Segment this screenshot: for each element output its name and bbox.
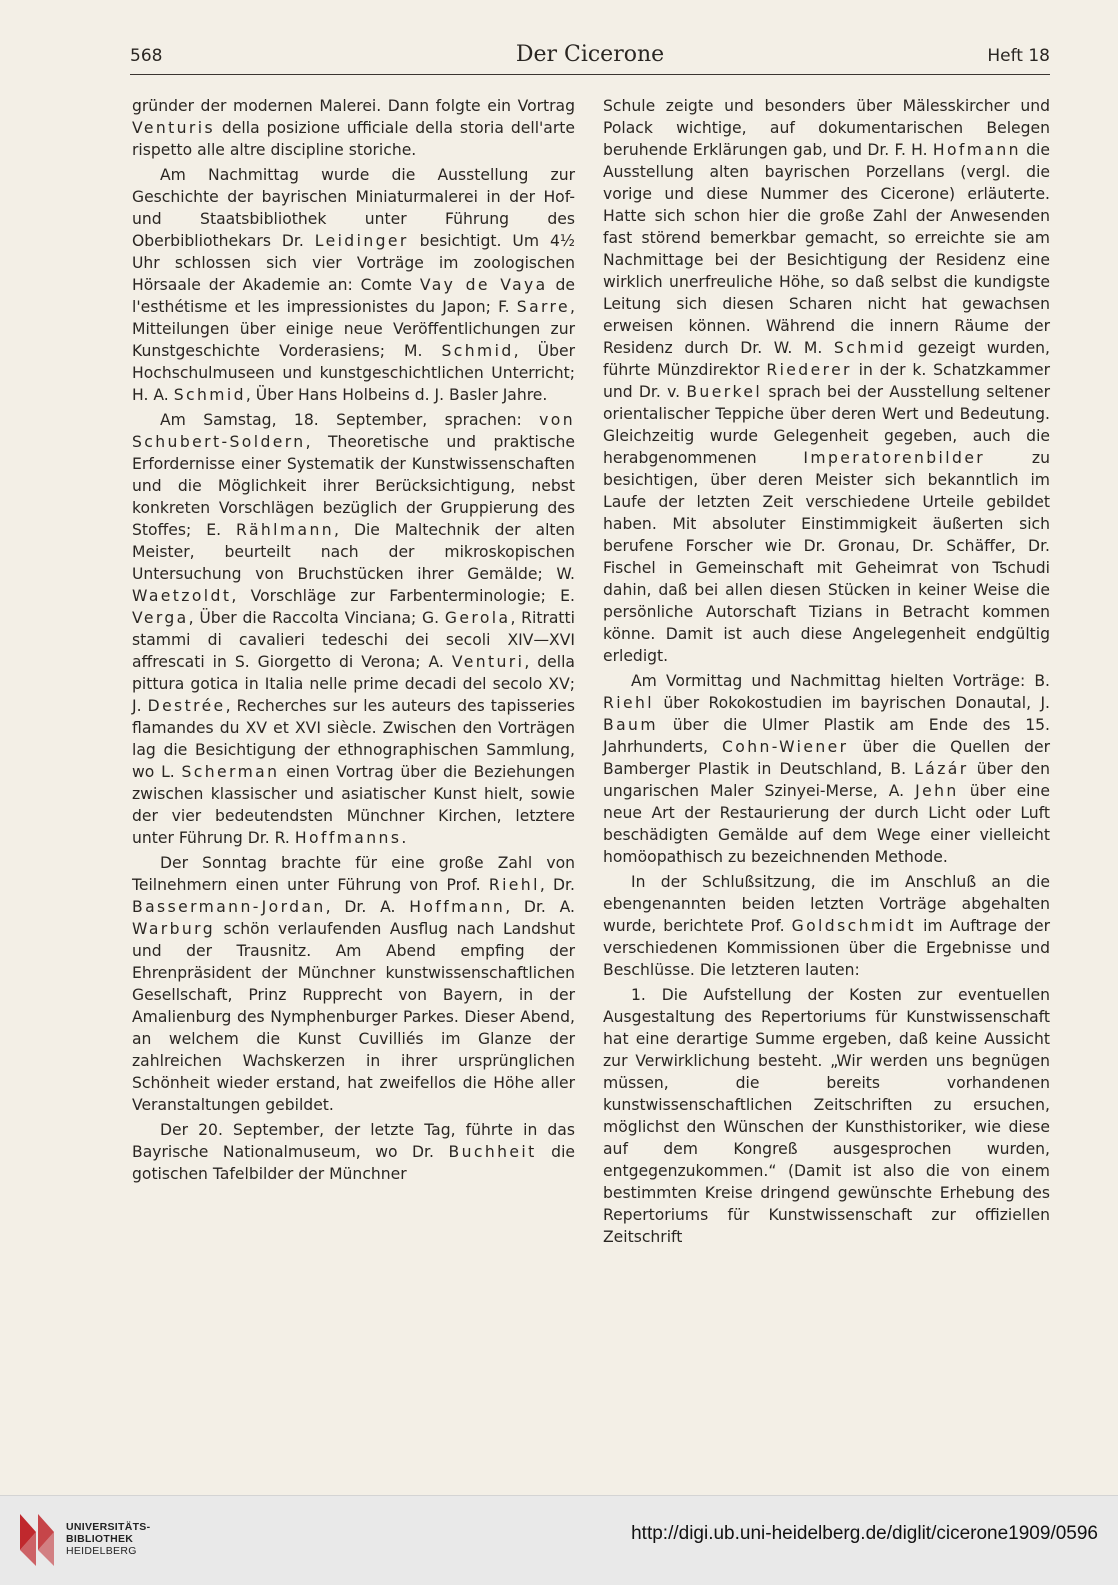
emphasized-name: Hoffmann xyxy=(409,898,506,916)
text-run: gründer der modernen Malerei. Dann folgte ein Vortrag xyxy=(132,97,575,115)
emphasized-name: Bassermann-Jordan xyxy=(132,898,326,916)
emphasized-name: Schmid xyxy=(833,339,907,357)
text-run: , Ritratti stammi di cavalieri tedeschi dei secoli XIV—XVI affrescati in S. Giorgetto di Verona; A. xyxy=(132,609,575,671)
library-name xyxy=(66,1521,150,1557)
text-run: über Rokokostudien im bayrischen Donautal, J. xyxy=(653,694,1050,712)
emphasized-name: Riehl xyxy=(488,876,540,894)
text-run: sprach bei der Ausstellung seltener orientalischer Teppiche über deren Wert und Bedeutung. Gleichzeitig wurde Gelegenheit gegeben, auch die herabgenommenen xyxy=(603,383,1051,467)
text-run: über die Ulmer Plastik am Ende des 15. Jahrhunderts, xyxy=(603,716,1050,756)
emphasized-name: Buchheit xyxy=(448,1143,537,1161)
text-run: die Ausstellung alten bayrischen Porzellans (vergl. die vorige und diese Nummer des Cicerone) erläuterte. Hatte sich schon hier die große Zahl der Anwesenden fast störend bemerkbar gemacht, so erreichte sie am Nachmittage bei der Besichtigung der Residenz eine wirklich unerfreuliche Höhe, so daß selbst die kundigste Leitung sich diesen Scharen nicht hat gewachsen erweisen können. Während die innern Räume der Residenz durch Dr. W. M. xyxy=(603,141,1050,357)
paragraph xyxy=(132,164,575,406)
emphasized-name: Jehn xyxy=(915,782,959,800)
emphasized-name: Waetzoldt xyxy=(132,587,232,605)
text-run: , Vorschläge zur Farbenterminologie; E. xyxy=(231,587,575,605)
emphasized-name: Imperatorenbilder xyxy=(803,449,986,467)
paragraph xyxy=(132,95,575,161)
journal-title: Der Cicerone xyxy=(515,42,665,67)
paragraph xyxy=(132,409,575,849)
page-header xyxy=(130,40,1050,75)
text-run: 1. Die Aufstellung der Kosten zur eventuellen Ausgestaltung des Repertoriums für Kunstwissenschaft hat eine derartige Summe ergeben, daß keine Aussicht zur Verwirklichung besteht. „Wir werden uns begnügen müssen, die bereits vorhandenen kunstwissenschaftlichen Zeitschriften zu ersuchen, möglichst den Wünschen der Kunsthistoriker, wie diese auf dem Kongreß ausgesprochen wurden, entgegenzukommen.“ (Damit ist also die von einem bestimmten Kreise dringend gewünschte Erhebung des Repertoriums für Kunstwissenschaft zur offiziellen Zeitschrift xyxy=(603,986,1050,1246)
paragraph xyxy=(132,852,575,1116)
text-run: , Theoretische und praktische Erfordernisse einer Systematik der Kunstwissenschaften und die Möglichkeit ihrer Berücksichtigung, nebst konkreten Vorschlägen bezüglich der Gruppierung des Stoffes; E. xyxy=(132,433,575,539)
emphasized-name: von Schubert-Soldern xyxy=(132,411,575,451)
text-run: Der Sonntag brachte für eine große Zahl von Teilnehmern einen unter Führung von Prof. xyxy=(132,854,575,894)
library-logo-icon xyxy=(14,1508,64,1570)
footer-bar xyxy=(0,1495,1118,1585)
emphasized-name: Scherman xyxy=(181,763,280,781)
page-number: 568 xyxy=(130,46,163,66)
emphasized-name: Cohn-Wiener xyxy=(721,738,849,756)
text-run: einen Vortrag über die Beziehungen zwischen klassischer und asiatischer Kunst hielt, sowie der vier bedeutendsten Münchner Kirchen, letztere unter Führung Dr. R. xyxy=(132,763,576,847)
emphasized-name: Riederer xyxy=(766,361,852,379)
paragraph xyxy=(603,670,1050,868)
text-run: , Recherches sur les auteurs des tapisseries flamandes du XV et XVI siècle. Zwischen den Vorträgen lag die Besichtigung der ethnographischen Sammlung, wo L. xyxy=(132,697,575,781)
emphasized-name: Baum xyxy=(603,716,658,734)
text-run: im Auftrage der verschiedenen Kommissionen über die Ergebnisse und Beschlüsse. Die letzteren lauten: xyxy=(603,917,1050,979)
library-name-line3: HEIDELBERG xyxy=(66,1545,137,1557)
text-run: gezeigt wurden, führte Münzdirektor xyxy=(603,339,1050,379)
emphasized-name: Lázár xyxy=(914,760,969,778)
emphasized-name: Schmid xyxy=(173,386,246,404)
text-run: über den ungarischen Maler Szinyei-Merse, A. xyxy=(603,760,1050,800)
paragraph xyxy=(603,95,1050,667)
text-run: , Die Maltechnik der alten Meister, beurteilt nach der mikroskopischen Untersuchung von Bruchstücken ihrer Gemälde; W. xyxy=(132,521,575,583)
emphasized-name: Schmid xyxy=(441,342,514,360)
paragraph xyxy=(132,1119,575,1185)
emphasized-name: Venturis xyxy=(132,119,215,137)
text-run: , Mitteilungen über einige neue Veröffentlichungen zur Kunstgeschichte Vorderasiens; M. xyxy=(132,298,575,360)
text-run: in der k. Schatzkammer und Dr. v. xyxy=(603,361,1051,401)
text-run: , Dr. A. xyxy=(505,898,575,916)
emphasized-name: Hoffmanns xyxy=(294,829,402,847)
text-run: Der 20. September, der letzte Tag, führte in das Bayrische Nationalmuseum, wo Dr. xyxy=(132,1121,575,1161)
right-column xyxy=(603,95,1050,1248)
text-run: Am Vormittag und Nachmittag hielten Vorträge: B. xyxy=(631,672,1050,690)
text-run: , Über Hochschulmuseen und kunstgeschichtlichen Unterricht; H. A. xyxy=(132,342,575,404)
emphasized-name: Destrée xyxy=(147,697,226,715)
emphasized-name: Buerkel xyxy=(686,383,763,401)
text-run: schön verlaufenden Ausflug nach Landshut und der Trausnitz. Am Abend empfing der Ehrenpräsident der Münchner kunstwissenschaftlichen Gesellschaft, Prinz Rupprecht von Bayern, in der Amalienburg des Nymphenburger Parkes. Dieser Abend, an welchem die Kunst Cuvilliés im Glanze der zahlreichen Wachskerzen in ihrer ursprünglichen Schönheit wieder erstand, hat zweifellos die Höhe aller Veranstaltungen gebildet. xyxy=(132,920,575,1114)
text-run: über eine neue Art der Restaurierung der durch Licht oder Luft beschädigten Gemälde auf dem Wege einer vielleicht homöopathisch zu bezeichnenden Methode. xyxy=(603,782,1050,866)
text-run: . xyxy=(401,829,407,847)
paragraph xyxy=(603,984,1050,1248)
emphasized-name: Gerola xyxy=(444,609,511,627)
source-url-link[interactable]: http://digi.ub.uni-heidelberg.de/diglit/cicerone1909/0596 xyxy=(631,1523,1098,1544)
text-run: die gotischen Tafelbilder der Münchner xyxy=(132,1143,575,1183)
emphasized-name: Goldschmidt xyxy=(791,917,916,935)
text-run: , Dr. A. xyxy=(325,898,410,916)
text-run: , della pittura gotica in Italia nelle prime decadi del secolo XV; J. xyxy=(132,653,575,715)
text-run: Schule zeigte und besonders über Mälesskircher und Polack wichtige, auf dokumentarischen Belegen beruhende Erklärungen gab, und Dr. F. H. xyxy=(603,97,1050,159)
text-run: In der Schlußsitzung, die im Anschluß an die ebengenannten beiden letzten Vorträge abgehalten wurde, berichtete Prof. xyxy=(603,873,1050,935)
library-name-line1: UNIVERSITÄTS- xyxy=(66,1521,151,1533)
text-run: , Dr. xyxy=(539,876,575,894)
paragraph xyxy=(603,871,1050,981)
text-run: besichtigt. Um 4½ Uhr schlossen sich vier Vorträge im zoologischen Hörsaale der Akademie an: Comte xyxy=(132,232,575,294)
text-run: de l'esthétisme et les impressionistes du Japon; F. xyxy=(132,276,576,316)
emphasized-name: Warburg xyxy=(132,920,216,938)
emphasized-name: Leidinger xyxy=(314,232,409,250)
emphasized-name: Verga xyxy=(132,609,189,627)
text-run: Am Samstag, 18. September, sprachen: xyxy=(160,411,540,429)
text-run: della posizione ufficiale della storia dell'arte rispetto alle altre discipline storiche. xyxy=(132,119,575,159)
issue-label: Heft 18 xyxy=(987,46,1050,66)
library-name-line2: BIBLIOTHEK xyxy=(66,1533,134,1545)
text-run: Am Nachmittag wurde die Ausstellung zur Geschichte der bayrischen Miniaturmalerei in der Hof- und Staatsbibliothek unter Führung des Oberbibliothekars Dr. xyxy=(132,166,575,250)
emphasized-name: Vay de Vaya xyxy=(419,276,548,294)
text-run: , Über Hans Holbeins d. J. Basler Jahre. xyxy=(245,386,548,404)
text-run: zu besichtigen, über deren Meister sich bekanntlich im Laufe der letzten Zeit verschiedene Urteile gebildet haben. Mit absoluter Einstimmigkeit äußerten sich berufene Forscher wie Dr. Gronau, Dr. Schäffer, Dr. Fischel in Gemeinschaft mit Geheimrat von Tschudi dahin, daß bei allen diesen Stücken in keiner Weise die persönliche Autorschaft Tizians in Betracht kommen könne. Damit ist auch diese Angelegenheit endgültig erledigt. xyxy=(603,449,1050,665)
emphasized-name: Hofmann xyxy=(932,141,1021,159)
text-run: , Über die Raccolta Vinciana; G. xyxy=(188,609,445,627)
text-run: über die Quellen der Bamberger Plastik in Deutschland, B. xyxy=(603,738,1050,778)
emphasized-name: Venturi xyxy=(451,653,525,671)
emphasized-name: Sarre xyxy=(516,298,571,316)
left-column xyxy=(132,95,575,1185)
emphasized-name: Riehl xyxy=(603,694,654,712)
emphasized-name: Rählmann xyxy=(236,521,335,539)
